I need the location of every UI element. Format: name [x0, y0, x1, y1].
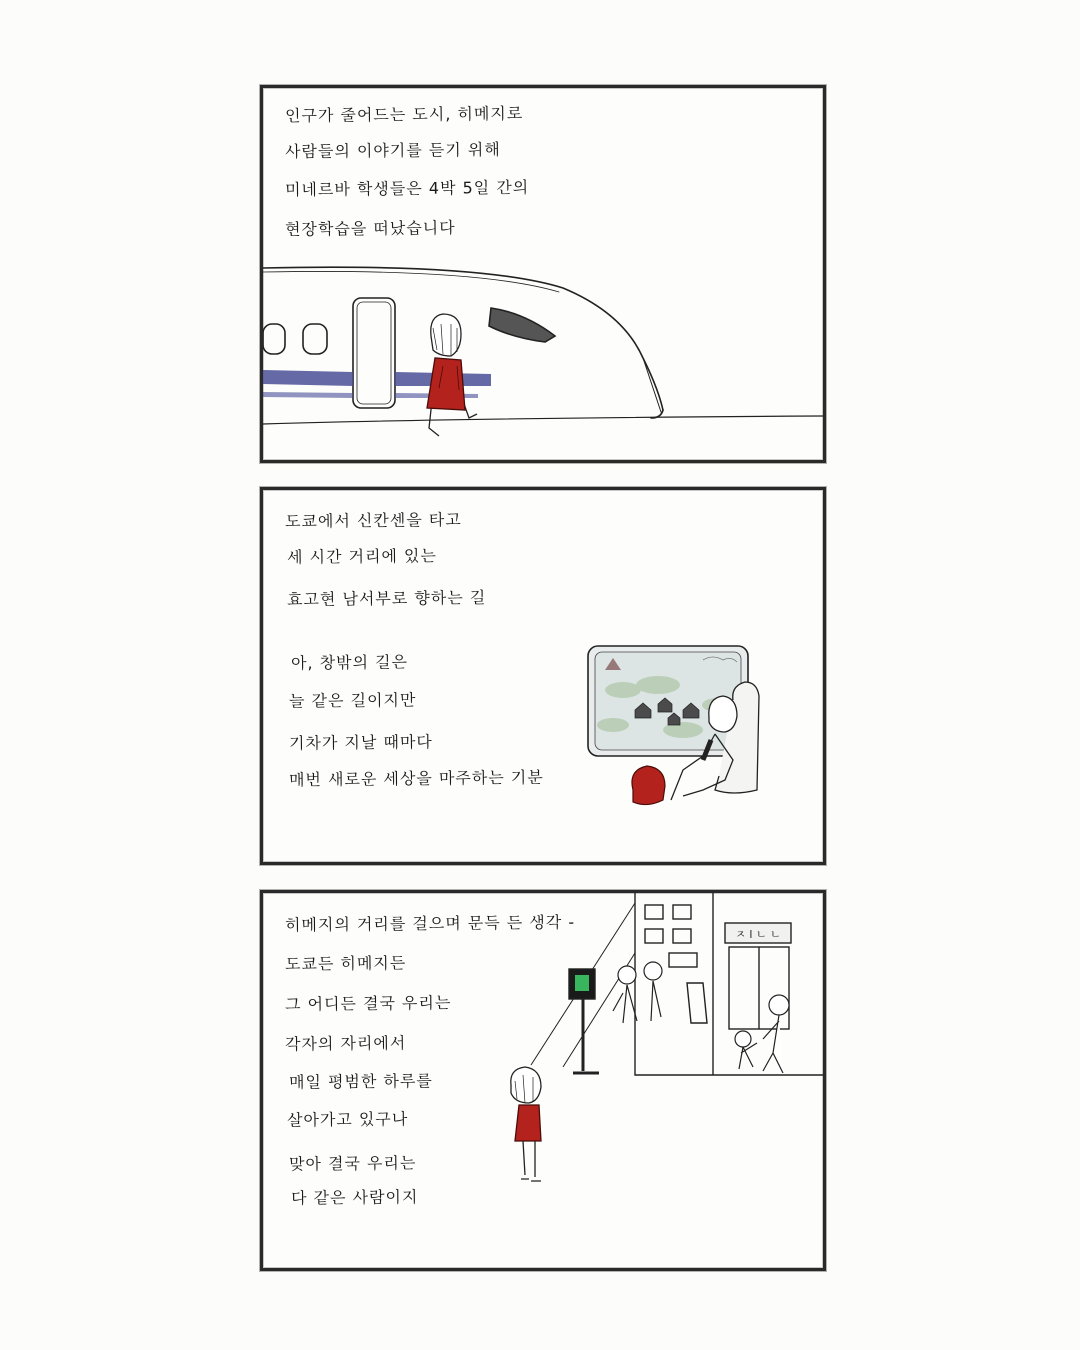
- train-window-illustration: [263, 490, 823, 862]
- caption-line: 기차가 지날 때마다: [288, 732, 433, 753]
- caption-line: 그 어디든 결국 우리는: [284, 993, 452, 1014]
- caption-line: 세 시간 거리에 있는: [286, 546, 438, 567]
- backpack: [632, 766, 665, 805]
- caption-line: 인구가 줄어드는 도시, 히메지로: [284, 103, 524, 126]
- caption-line: 도쿄에서 신칸센을 타고: [284, 510, 462, 531]
- caption-line: 매일 평범한 하루를: [288, 1071, 433, 1092]
- caption-line: 살아가고 있구나: [286, 1109, 409, 1130]
- caption-line: 각자의 자리에서: [284, 1033, 407, 1054]
- caption-line: 현장학습을 떠났습니다: [284, 218, 456, 239]
- caption-line: 미네르바 학생들은 4박 5일 간의: [284, 177, 530, 200]
- pedestrian-figures: [613, 962, 789, 1073]
- caption-line: 매번 새로운 세상을 마주하는 기분: [288, 767, 544, 790]
- street-illustration: [263, 893, 823, 1268]
- caption-line: 도쿄든 히메지든: [284, 953, 407, 974]
- girl-figure: [511, 1067, 541, 1181]
- shop-sign-text: ㅈ l ㄴ ㄴ: [735, 928, 781, 941]
- caption-line: 효고현 남서부로 향하는 길: [286, 587, 487, 610]
- crosswalk-signal-light: [575, 975, 589, 991]
- shinkansen-illustration: [263, 88, 823, 460]
- caption-line: 늘 같은 길이지만: [288, 690, 417, 711]
- caption-line: 히메지의 거리를 걸으며 문득 든 생각 -: [284, 912, 576, 935]
- caption-line: 맞아 결국 우리는: [288, 1153, 417, 1174]
- comic-panel-1: [260, 85, 826, 463]
- caption-line: 사람들의 이야기를 듣기 위해: [284, 139, 501, 162]
- comic-panel-3: [260, 890, 826, 1271]
- comic-panel-2: [260, 487, 826, 865]
- caption-line: 아, 창밖의 길은: [290, 652, 409, 673]
- caption-line: 다 같은 사람이지: [290, 1187, 419, 1208]
